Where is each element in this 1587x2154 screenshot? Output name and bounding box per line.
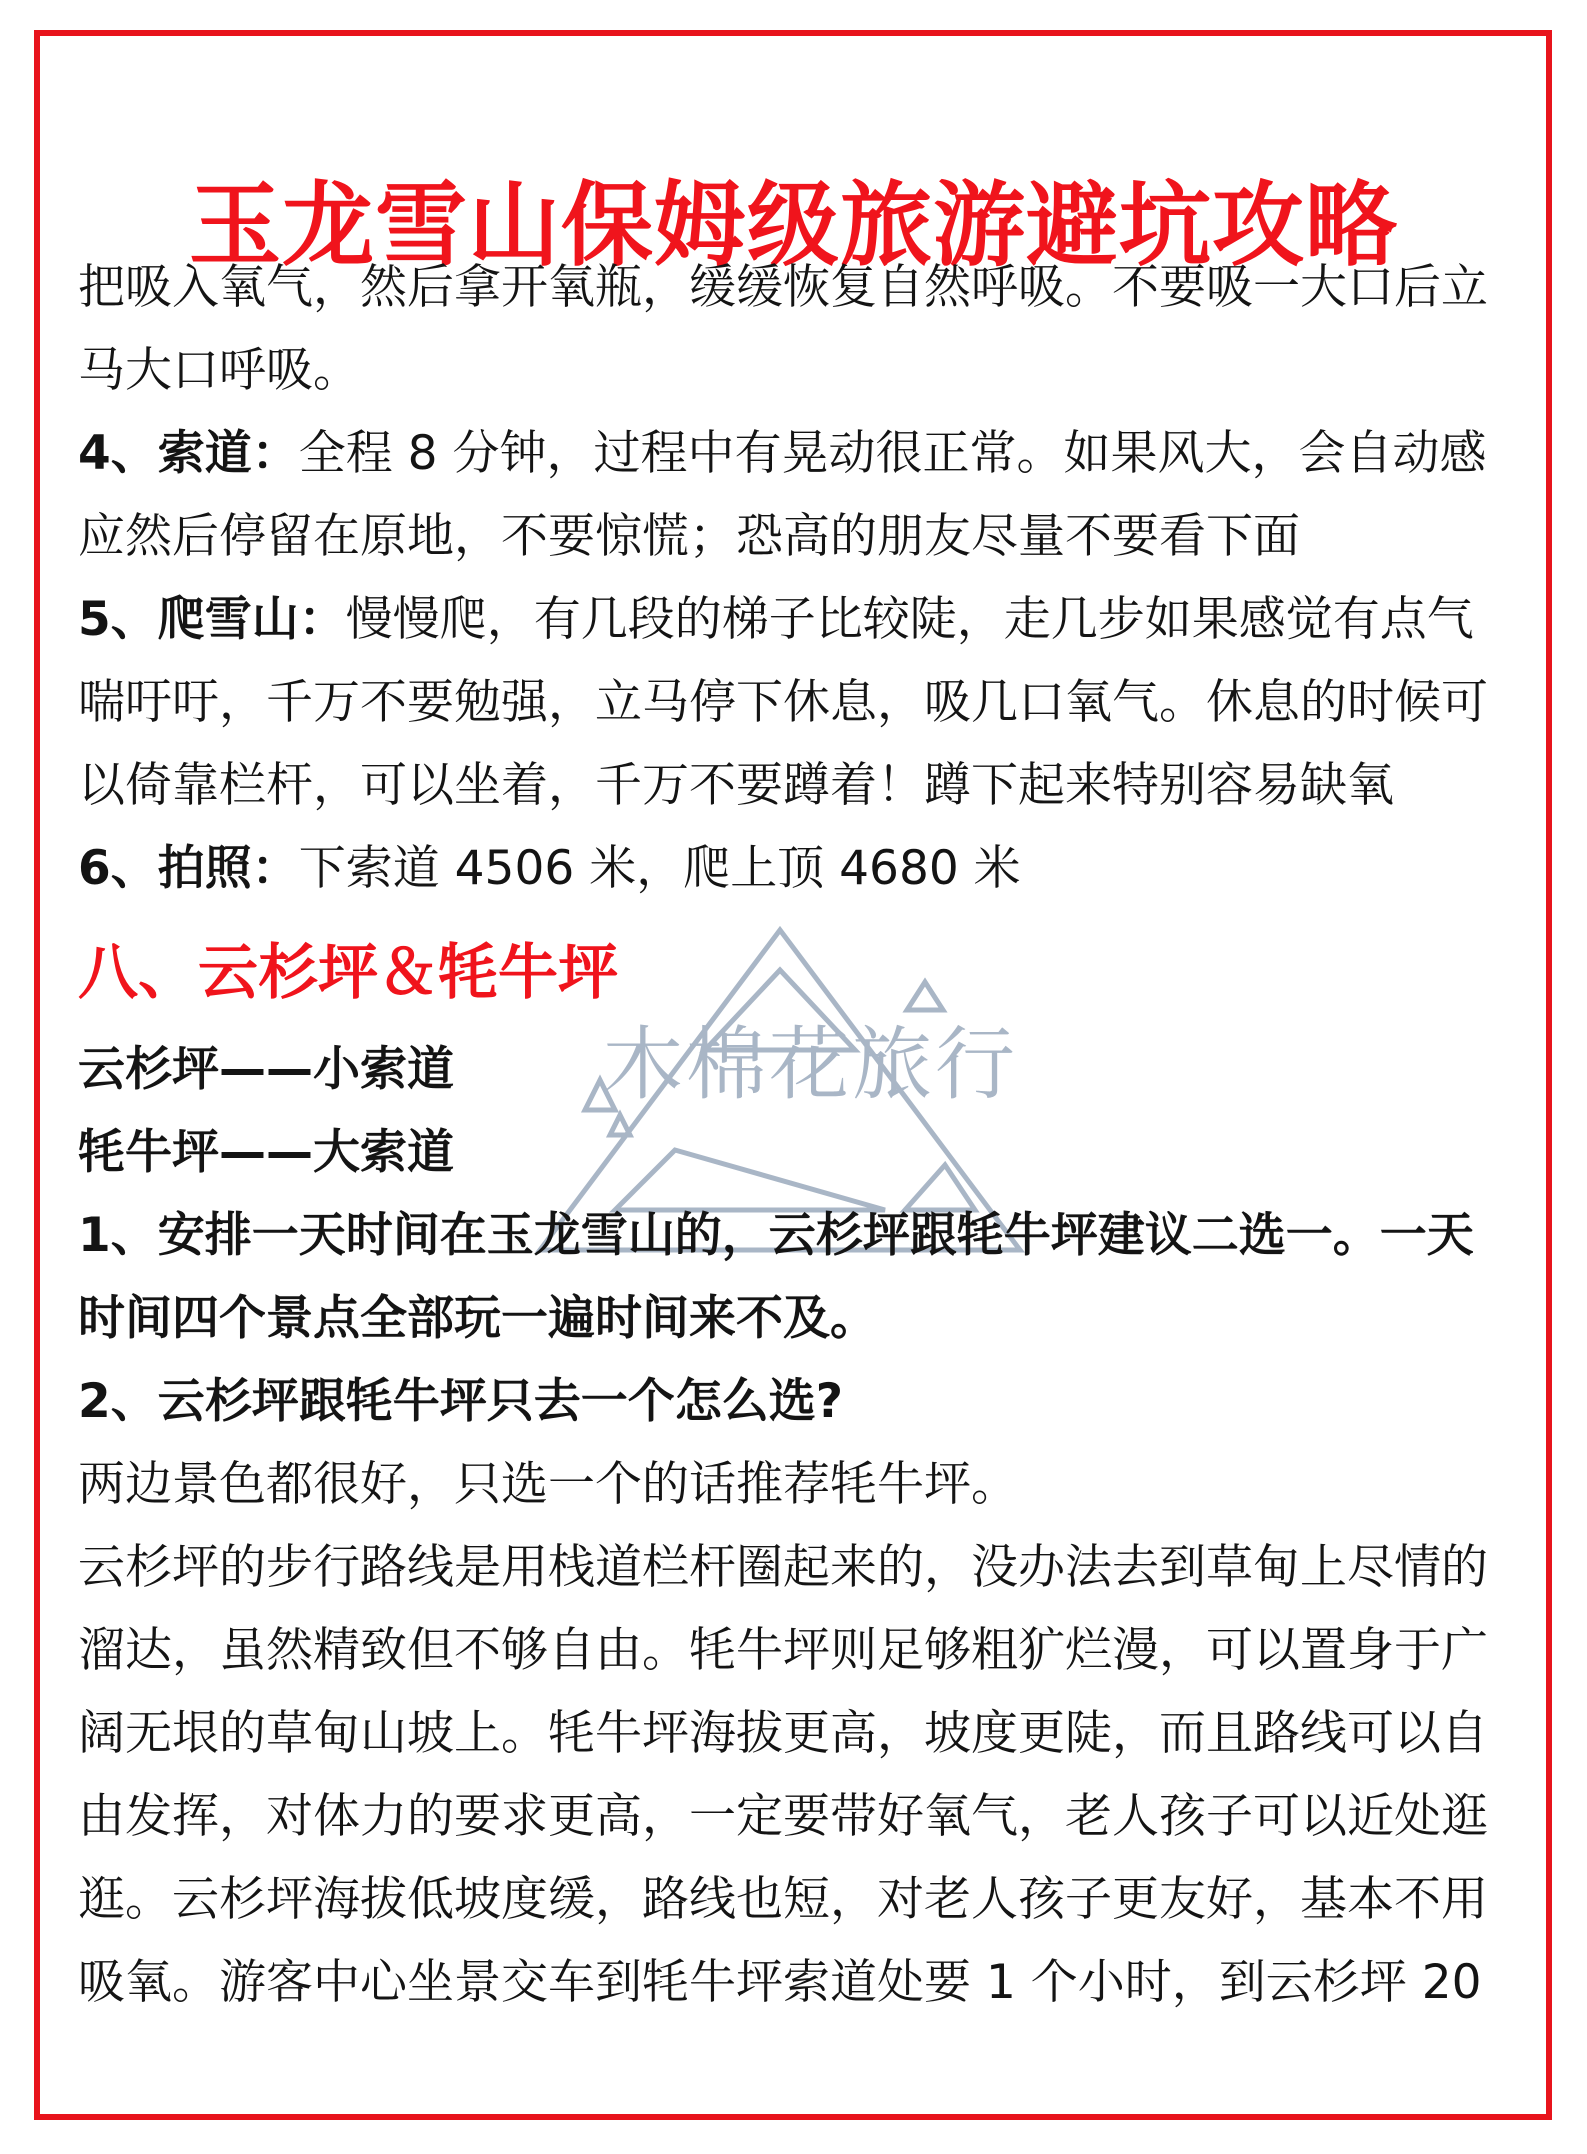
list-item-1: 1、安排一天时间在玉龙雪山的，云杉坪跟牦牛坪建议二选一。一天时间四个景点全部玩一遍时间来不及。	[78, 1208, 1474, 1346]
item-text-cableway: 全程 8 分钟，过程中有晃动很正常。如果风大，会自动感应然后停留在原地，不要惊慌；恐高的朋友尽量不要看下面	[78, 426, 1487, 564]
paragraph-oxygen: 把吸入氧气，然后拿开氧瓶，缓缓恢复自然呼吸。不要吸一大口后立马大口呼吸。	[78, 260, 1488, 398]
paragraph-cableway	[78, 412, 1518, 578]
subheading-yunshanping: 云杉坪——小索道	[78, 1042, 454, 1097]
item-label-cableway: 4、索道：	[78, 426, 299, 481]
item-text-climb: 慢慢爬，有几段的梯子比较陡，走几步如果感觉有点气喘吁吁，千万不要勉强，立马停下休息，吸几口氧气。休息的时候可以倚靠栏杆，可以坐着，千万不要蹲着！蹲下起来特别容易缺氧	[78, 592, 1488, 813]
section-heading: 八、云杉坪＆牦牛坪	[78, 938, 618, 1008]
item-text-photo: 下索道 4506 米，爬上顶 4680 米	[298, 841, 1021, 896]
item-label-photo: 6、拍照：	[78, 841, 299, 896]
page-title: 玉龙雪山保姆级旅游避坑攻略	[188, 171, 1398, 279]
paragraph-photo	[78, 827, 1518, 910]
item-label-climb: 5、爬雪山：	[78, 592, 346, 647]
answer-detail: 云杉坪的步行路线是用栈道栏杆圈起来的，没办法去到草甸上尽情的溜达，虽然精致但不够自由。牦牛坪则足够粗犷烂漫，可以置身于广阔无垠的草甸山坡上。牦牛坪海拔更高，坡度更陡，而且路线可以自由发挥，对体力的要求更高，一定要带好氧气，老人孩子可以近处逛逛。云杉坪海拔低坡度缓，路线也短，对老人孩子更友好，基本不用吸氧。游客中心坐景交车到牦牛坪索道处要 1 个小时，到云杉坪 20	[78, 1540, 1488, 2010]
list-item-2: 2、云杉坪跟牦牛坪只去一个怎么选?	[78, 1374, 843, 1429]
answer-summary: 两边景色都很好，只选一个的话推荐牦牛坪。	[78, 1457, 1018, 1512]
watermark-text: 木棉花旅行	[603, 1018, 1018, 1111]
article-body	[78, 246, 1518, 2024]
subheading-maoniuping: 牦牛坪——大索道	[78, 1125, 454, 1180]
paragraph-climb	[78, 578, 1518, 827]
